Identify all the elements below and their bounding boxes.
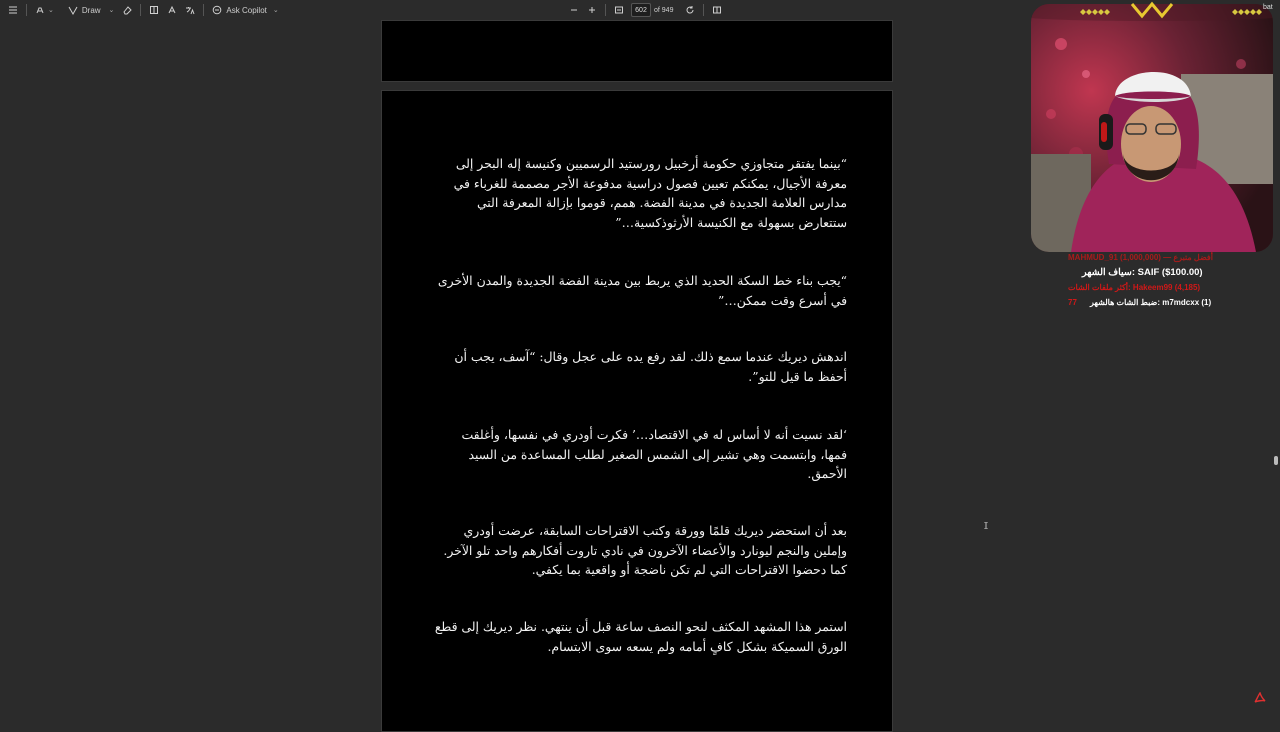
translate-icon [185,5,195,15]
document-page-601 [381,20,893,82]
zoom-in-button[interactable] [583,2,601,18]
page-view-icon [149,5,159,15]
diamond-pattern-icon [1080,5,1110,19]
translate-button[interactable] [181,2,199,18]
chat-line-2: سياف الشهر: SAIF ($100.00) [1082,267,1203,278]
divider [26,4,27,16]
streamer-video [1031,4,1273,252]
list-icon [8,5,18,15]
rotate-button[interactable] [681,2,699,18]
copilot-icon [212,5,222,15]
divider [140,4,141,16]
chevron-down-icon: ⌄ [48,6,54,14]
chevron-down-icon: ⌄ [272,6,279,14]
paragraph-1: “بينما يفتقر متجاوزي حكومة أرخبيل رورستيد الرسميين وكنيسة إله البحر إلى معرفة الأجيال، يمكنكم تعيين فصول دراسية مدفوعة الأجر مصممة للغرباء في مدارس العلامة الجديدة في مدينة الفضة. همم، قوموا بإزالة المعرفة التي ستتعارض بسهولة مع الكنيسة الأرثوذكسية…” [453,156,847,230]
draw-label: Draw [81,5,101,15]
chat-line-4-prefix: 77 [1068,298,1077,307]
eraser-icon [122,5,132,15]
page-number-input[interactable]: 602 [631,3,651,17]
webcam-overlay [1031,4,1273,252]
two-page-button[interactable] [708,2,726,18]
crown-badge-icon [1130,0,1174,20]
fit-icon [614,5,624,15]
chat-line-1: MAHMUD_91 (1,000,000) — أفضل متبرع [1068,253,1213,262]
vertical-scrollbar-thumb[interactable] [1274,456,1278,465]
divider [203,4,204,16]
divider [703,4,704,16]
plus-icon [587,5,597,15]
chat-line-3: أكثر ملفات الشات: Hakeem99 (4,185) [1068,283,1201,292]
divider [605,4,606,16]
paragraph-3: اندهش ديريك عندما سمع ذلك. لقد رفع يده على عجل وقال: “آسف، يجب أن أحفظ ما قيل للتو”. [454,349,847,384]
pen-icon [68,5,78,15]
highlighter-icon [35,5,45,15]
paragraph-6: استمر هذا المشهد المكثف لنحو النصف ساعة قبل أن ينتهي. نظر ديريك إلى قطع الورق السميكة بشكل كافٍ أمامه ولم يسعه سوى الابتسام. [434,619,847,654]
view-button[interactable] [145,2,163,18]
page-total: of 949 [654,6,674,14]
copilot-label: Ask Copilot [226,5,267,15]
eraser-button[interactable] [118,2,136,18]
minus-icon [569,5,579,15]
rotate-icon [685,5,695,15]
contents-button[interactable] [4,2,22,18]
paragraph-4: ‘لقد نسيت أنه لا أساس له في الاقتصاد…’ فكرت أودري في نفسها، وأغلقت فمها، وابتسمت وهي تشير إلى الشمس الصغير لطلب المساعدة من السيد الأحمق. [461,427,847,481]
ask-copilot-button[interactable] [208,2,282,18]
chevron-down-icon: ⌄ [108,6,115,14]
highlight-button[interactable] [31,2,58,18]
chat-line-4: ضبط الشات هالشهر: m7mdcxx (1) [1090,298,1212,307]
fit-page-button[interactable] [610,2,628,18]
paragraph-5: بعد أن استحضر ديريك قلمًا وورقة وكتب الاقتراحات السابقة، عرضت أودري وإملين والنجم ليونارد والأعضاء الآخرون في نادي تاروت أفكارهم واحد تلو الآخر. كما دحضوا الاقتراحات التي لم تكن ناضجة أو واقعية بما يكفي. [443,523,847,577]
zoom-out-button[interactable] [565,2,583,18]
corner-tag: bat [1263,4,1273,11]
page-controls [565,2,726,18]
pdf-app-icon[interactable] [1254,692,1266,704]
diamond-pattern-icon [1232,5,1262,19]
draw-button[interactable] [64,2,119,18]
paragraph-2: “يجب بناء خط السكة الحديد الذي يربط بين مدينة الفضة الجديدة والمدن الأخرى في أسرع وقت ممكن…” [437,273,847,308]
mouse-cursor-icon [983,522,989,529]
book-icon [712,5,722,15]
read-aloud-button[interactable] [163,2,181,18]
read-aloud-icon [167,5,177,15]
document-page-602 [381,90,893,732]
